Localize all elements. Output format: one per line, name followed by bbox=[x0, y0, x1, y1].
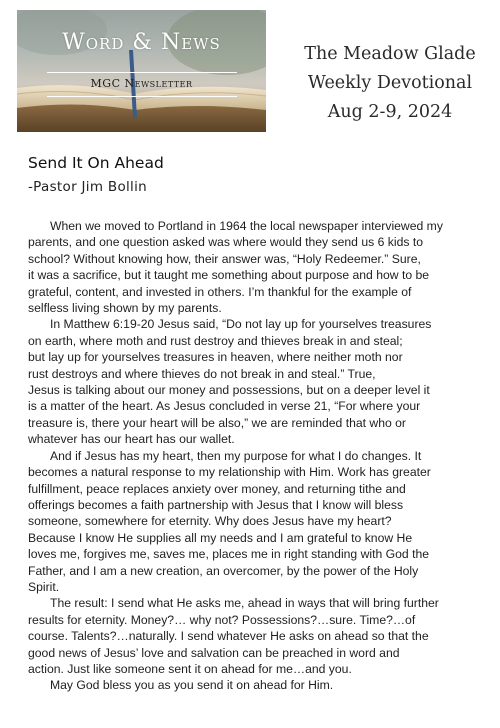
body-line: treasure is, there your heart will be also,” we are reminded that who or bbox=[28, 415, 406, 430]
body-line: And if Jesus has my heart, then my purpose for what I do changes. It bbox=[50, 448, 422, 463]
body-line: Spirit. bbox=[28, 579, 60, 594]
open-book-illustration bbox=[17, 10, 266, 132]
body-line: The result: I send what He asks me, ahead in ways that will bring further bbox=[50, 596, 439, 611]
body-line: May God bless you as you send it on ahead for Him. bbox=[50, 678, 334, 693]
article-body bbox=[28, 218, 478, 694]
article-title: Send It On Ahead bbox=[28, 154, 164, 172]
body-line: results for eternity. Money?… why not? Possessions?…sure. Time?…of bbox=[28, 612, 416, 627]
masthead-date: Aug 2-9, 2024 bbox=[327, 102, 453, 122]
body-line: offerings becomes a faith partnership with Jesus that I know will bless bbox=[28, 497, 404, 512]
body-line: on earth, where moth and rust destroy and thieves break in and steal; bbox=[28, 333, 403, 348]
body-line: becomes a natural response to my relationship with Him. Work has greater bbox=[28, 465, 431, 480]
body-line: When we moved to Portland in 1964 the local newspaper interviewed my bbox=[50, 219, 443, 233]
masthead-publication: Weekly Devotional bbox=[307, 73, 473, 93]
masthead-church-name: The Meadow Glade bbox=[304, 44, 476, 64]
body-line: fulfillment, peace replaces anxiety over money, and returning tithe and bbox=[28, 481, 406, 496]
article-author: -Pastor Jim Bollin bbox=[28, 179, 148, 195]
banner-divider-bottom bbox=[47, 96, 237, 97]
body-line: parents, and one question asked was where would they send us 6 kids to bbox=[28, 235, 423, 250]
body-line: grateful, content, and invested in others. I’m thankful for the example of bbox=[28, 284, 412, 299]
body-line: good news of Jesus’ love and salvation can be preached in word and bbox=[28, 645, 400, 660]
body-line: is a matter of the heart. As Jesus concluded in verse 21, “For where your bbox=[28, 399, 421, 414]
body-line: Father, and I am a new creation, an overcomer, by the power of the Holy bbox=[28, 563, 419, 578]
body-line: someone, somewhere for eternity. Why does Jesus have my heart? bbox=[28, 514, 392, 529]
body-line: Jesus is talking about our money and possessions, but on a deeper level it bbox=[28, 383, 430, 398]
banner-title: Word & News bbox=[62, 30, 221, 55]
body-line: action. Just like someone sent it on ahead for me…and you. bbox=[28, 661, 352, 676]
body-line: rust destroys and where thieves do not break in and steal.” True, bbox=[28, 366, 376, 381]
body-line: it was a sacrifice, but it taught me something about purpose and how to be bbox=[28, 268, 430, 283]
body-line: loves me, forgives me, saves me, places me in right standing with God the bbox=[28, 547, 430, 562]
masthead bbox=[290, 40, 490, 127]
body-line: course. Talents?…naturally. I send whatever He asks on ahead so that the bbox=[28, 629, 429, 644]
body-line: Because I know He supplies all my needs and I am grateful to know He bbox=[28, 530, 413, 545]
banner-subtitle: MGC Newsletter bbox=[90, 77, 193, 90]
body-line: but lay up for yourselves treasures in heaven, where neither moth nor bbox=[28, 350, 403, 365]
banner-divider-top bbox=[47, 72, 237, 73]
body-line: selfless living shown by my parents. bbox=[28, 301, 222, 316]
newsletter-banner bbox=[17, 10, 266, 132]
body-line: whatever has our heart has our wallet. bbox=[28, 432, 235, 447]
body-line: In Matthew 6:19-20 Jesus said, “Do not lay up for yourselves treasures bbox=[50, 317, 432, 332]
body-line: school? Without knowing how, their answer was, “Holy Redeemer.” Sure, bbox=[28, 251, 421, 266]
